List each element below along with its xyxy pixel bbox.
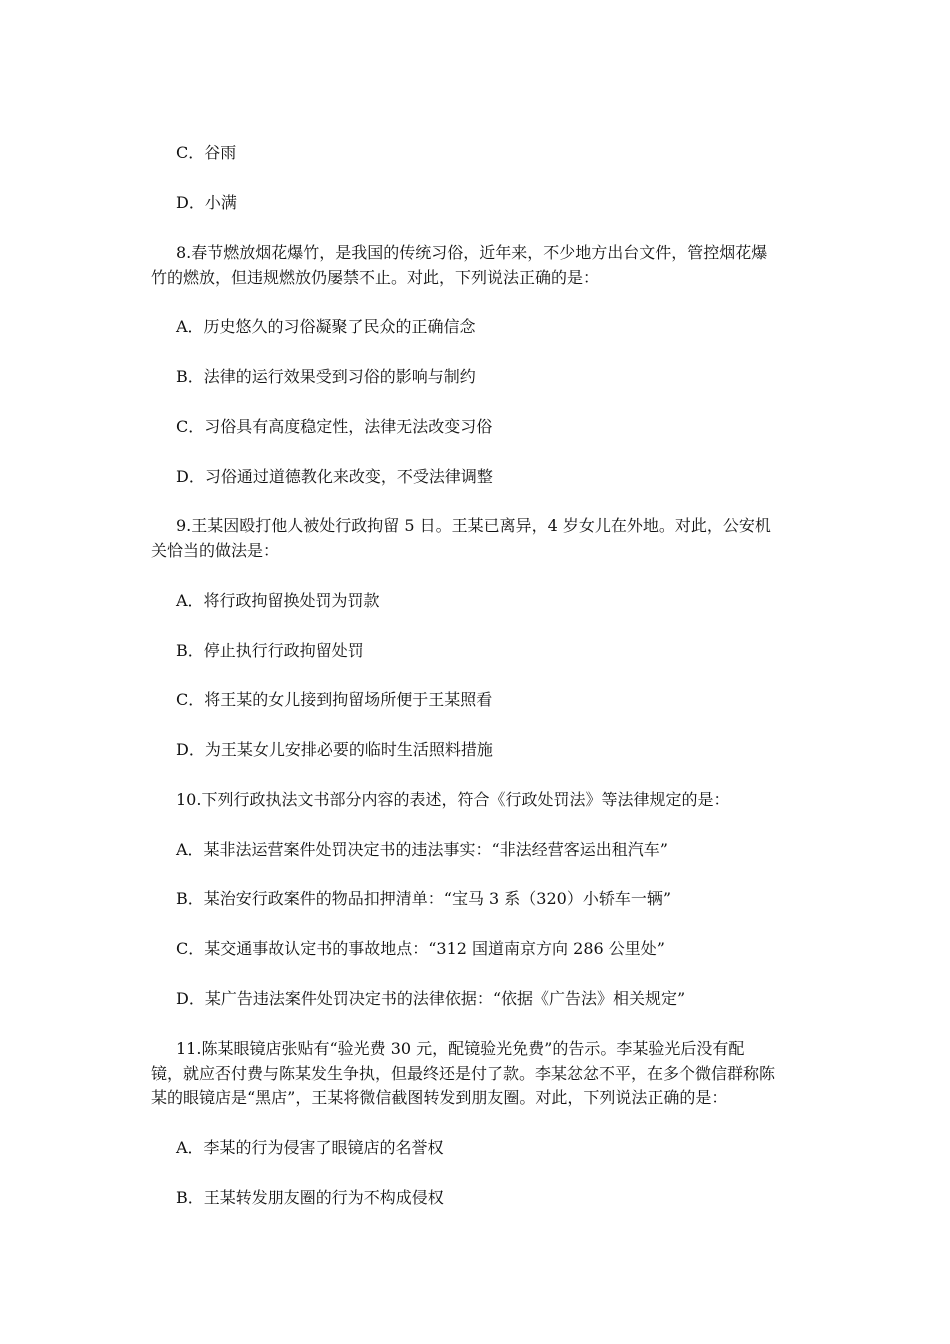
q8-option-d: D．习俗通过道德教化来改变，不受法律调整 (176, 467, 493, 486)
q10-stem-line-1: 10.下列行政执法文书部分内容的表述，符合《行政处罚法》等法律规定的是： (176, 790, 730, 809)
q9-stem-line-1: 9.王某因殴打他人被处行政拘留 5 日。王某已离异，4 岁女儿在外地。对此，公安机 (176, 516, 771, 535)
q7-option-c: C．谷雨 (176, 143, 237, 162)
q8-stem-line-2: 竹的燃放，但违规燃放仍屡禁不止。对此，下列说法正确的是： (151, 268, 600, 287)
q11-stem-line-3: 某的眼镜店是“黑店”，王某将微信截图转发到朋友圈。对此，下列说法正确的是： (151, 1088, 728, 1107)
q11-option-a: A．李某的行为侵害了眼镜店的名誉权 (176, 1138, 444, 1157)
q7-option-d: D．小满 (176, 193, 237, 212)
q9-option-d: D．为王某女儿安排必要的临时生活照料措施 (176, 740, 493, 759)
q9-stem-line-2: 关恰当的做法是： (151, 541, 280, 560)
q10-option-b: B．某治安行政案件的物品扣押清单：“宝马 3 系（320）小轿车一辆” (176, 889, 672, 908)
q8-option-a: A．历史悠久的习俗凝聚了民众的正确信念 (176, 317, 476, 336)
q11-stem-line-2: 镜，就应否付费与陈某发生争执，但最终还是付了款。李某忿忿不平，在多个微信群称陈 (151, 1064, 776, 1083)
q8-option-c: C．习俗具有高度稳定性，法律无法改变习俗 (176, 417, 493, 436)
q8-stem-line-1: 8.春节燃放烟花爆竹，是我国的传统习俗，近年来，不少地方出台文件，管控烟花爆 (176, 243, 768, 262)
q8-option-b: B．法律的运行效果受到习俗的影响与制约 (176, 367, 476, 386)
q9-option-c: C．将王某的女儿接到拘留场所便于王某照看 (176, 690, 493, 709)
q9-option-b: B．停止执行行政拘留处罚 (176, 641, 364, 660)
q10-option-c: C．某交通事故认定书的事故地点：“312 国道南京方向 286 公里处” (176, 939, 665, 958)
q10-option-a: A．某非法运营案件处罚决定书的违法事实：“非法经营客运出租汽车” (176, 840, 668, 859)
q9-option-a: A．将行政拘留换处罚为罚款 (176, 591, 380, 610)
q10-option-d: D．某广告违法案件处罚决定书的法律依据：“依据《广告法》相关规定” (176, 989, 686, 1008)
q11-option-b: B．王某转发朋友圈的行为不构成侵权 (176, 1188, 444, 1207)
q11-stem-line-1: 11.陈某眼镜店张贴有“验光费 30 元，配镜验光免费”的告示。李某验光后没有配 (176, 1039, 745, 1058)
